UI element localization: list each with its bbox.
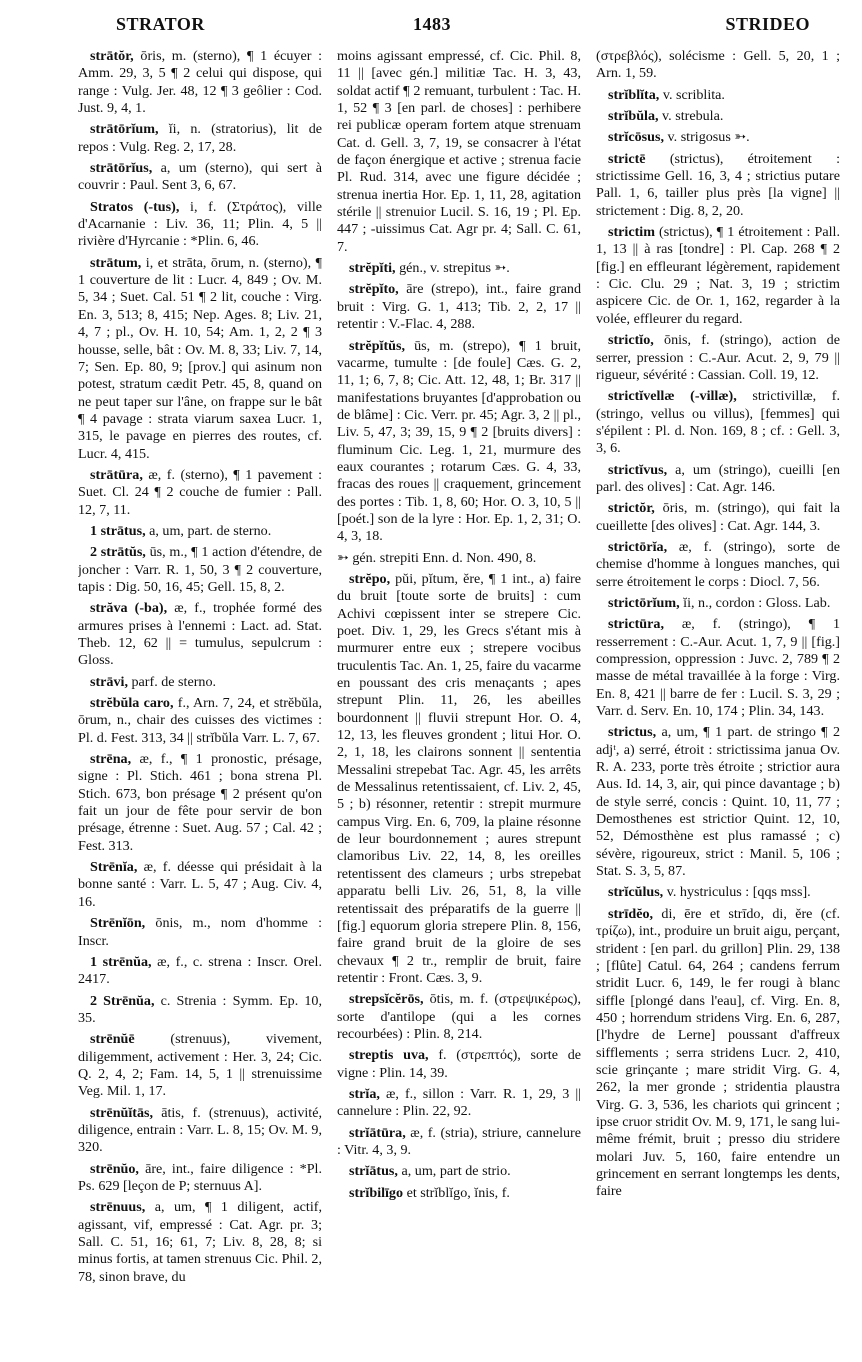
entry-definition: āre, int., faire diligence : *Pl. Ps. 629 [leçon de P; sternuus A]. (78, 1160, 322, 1194)
dictionary-entry (78, 1031, 322, 1100)
entry-definition: æ, f., trophée formé des armures prises à l'ennemi : Lact. ad. Stat. Theb. 12, 62 || = tumulus, sepulcrum : Gloss. (78, 600, 322, 669)
entry-headword: strictŏr, (608, 500, 655, 517)
entry-definition: gén., v. strepitus ➳. (399, 260, 510, 277)
entry-definition: æ, f., c. strena : Inscr. Orel. 2417. (78, 953, 322, 988)
entry-definition: moins agissant empressé, cf. Cic. Phil. 8, 11 || [avec gén.] militiæ Tac. H. 3, 43, soldat actif ¶ 2 remuant, turbulent : Tac. H. 1, 52 ¶ 3 [en parl. de choses] : perhibere rei publicæ operam fortem atque strenuam Cat. d. Gell. 3, 7, 19, se consacrer à l'état de façon énergique et active ; strenua facie Pl. Rud. 314, avec une figure décidée ; strenua inertia Hor. Ep. 1, 11, 28, agitation stérile || strenuior Lucil. S. 16, 19 ; Pl. Ep. 447 ; -uissimus Cat. Agr pr. 4; Sall. C. 61, 7. (337, 48, 581, 255)
entry-definition: ātis, f. (strenuus), activité, diligence, entrain : Varr. L. 8, 15; Ov. M. 9, 320. (78, 1104, 322, 1156)
entry-headword: strātum, (90, 254, 142, 271)
entry-headword: strictē (608, 150, 646, 167)
entry-headword: strātŏr, (90, 48, 134, 64)
entry-definition: ĭi, n. (stratorius), lit de repos : Vulg. Reg. 2, 17, 28. (78, 121, 322, 155)
dictionary-entry (337, 991, 581, 1043)
entry-headword: Strēnĭa, (90, 859, 138, 876)
dictionary-entry (596, 906, 840, 1201)
entry-definition: v. strigosus ➳. (667, 129, 750, 146)
entry-headword: strictim (608, 224, 655, 241)
entry-definition: et strĭblĭgo, ĭnis, f. (406, 1184, 510, 1201)
page-header (40, 14, 830, 44)
dictionary-entry (337, 1185, 581, 1202)
dictionary-entry (596, 462, 840, 497)
entry-headword: strātōrĭus, (90, 160, 153, 177)
entry-definition: (strictus), ¶ 1 étroitement : Pall. 1, 13 || à ras [tondre] : Pl. Cap. 268 ¶ 2 [fig.] en effleurant légèrement, rapidement : Cic. Clu. 29 ; Nat. 3, 19 ; strictim aspicere Cic. de Or. 1, 162, regarder à la volée, effleurer du regard. (596, 224, 840, 327)
entry-headword: strĭcōsus, (608, 129, 664, 146)
dictionary-entry (78, 1161, 322, 1196)
entry-definition: ōris, m. (stringo), qui fait la cueillette [des olives] : Cat. Agr. 144, 3. (596, 500, 840, 534)
entry-definition: æ, f. (stria), striure, cannelure : Vitr. 4, 3, 9. (337, 1124, 581, 1158)
column-2 (337, 48, 581, 1348)
entry-definition: (στρεβλός), solécisme : Gell. 5, 20, 1 ; Arn. 1, 59. (596, 48, 840, 82)
dictionary-entry (596, 724, 840, 880)
entry-headword: strictūra, (608, 616, 664, 633)
entry-headword: strīdĕo, (608, 905, 654, 922)
entry-definition: pŭi, pĭtum, ĕre, ¶ 1 int., a) faire du bruit [toute sorte de bruits] : cum Achivi cœpissent inter se strepere Cic. poet. Div. 1, 29, les Grecs s'étant mis à murmurer entre eux ; strepere vocibus truculentis Tac. An. 1, 25, faire du vacarme en poussant des cris menaçants ; apes strepunt Plin. 11, 26, les abeilles bourdonnent || fluvii strepunt Hor. O. 4, 12, 13, les fleuves grondent ; litui Hor. O. 2, 1, 18, les clairons sonnent || sententia Messalini strepebat Tac. Agr. 45, les arrêts de Messalinus retentissaient, cf. Liv. 2, 45, 5 ; b) résonner, retentir : strepit murmure campus Virg. En. 6, 709, la plaine résonne de leur bourdonnement ; aures strepunt clamoribus Liv. 22, 14, 8, les oreilles retentissent des clameurs ; urbs strepebat apparatu belli Liv. 26, 51, 8, la ville retentissait des préparatifs de la guerre || [fig.] equorum gloria strepere Plin. 8, 156, faire grand bruit de la gloire de ses chevaux ¶ 2 tr., remplir de bruit, faire retentir : Front. Cæs. 3, 9. (337, 570, 581, 986)
entry-headword: streptis uva, (349, 1047, 429, 1064)
entry-definition: ĭi, n., cordon : Gloss. Lab. (683, 594, 831, 611)
entry-headword: Stratos (-tus), (90, 198, 180, 215)
dictionary-entry (596, 332, 840, 384)
dictionary-entry (337, 550, 581, 567)
entry-definition: (strenuus), vivement, diligemment, activement : Her. 3, 24; Cic. Q. 2, 4, 2; Fam. 14, 5, 1 || strenuissime Veg. Mil. 1, 17. (78, 1031, 322, 1100)
dictionary-entry (78, 544, 322, 596)
dictionary-entry (78, 695, 322, 747)
entry-headword: strĭātūra, (349, 1124, 406, 1141)
entry-definition: a, um, part de strio. (401, 1163, 511, 1180)
entry-headword: strĭbŭla, (608, 108, 659, 125)
entry-definition: i, f. (Στράτος), ville d'Acarnanie : Liv. 36, 11; Plin. 4, 5 || rivière d'Hyrcanie : *Plin. 6, 46. (78, 198, 322, 250)
entry-headword: strictus, (608, 724, 657, 741)
entry-definition: di, ēre et strīdo, di, ĕre (cf. τρίζω), int., produire un bruit aigu, perçant, strident : [en parl. du grillon] Plin. 29, 138 ; [flûte] Catul. 64, 264 ; candens ferrum stridit Lucr. 6, 149, le fer rougi à blanc siffle [plongé dans l'eau], cf. Virg. En. 8, 450 ; horrendum stridens Virg. En. 6, 287, [l'hydre de Lerne] poussant d'affreux sifflements ; serra stridens Lucr. 2, 410, scie grinçante ; mare stridit Virg. G. 4, 262, la mer gronde ; stridentia plaustra Virg. G. 3, 536, les chariots qui grincent ; ipse cruor stridit Ov. M. 9, 171, le sang lui-même frémit, bruit ; presso diu stridere molari Juv. 5, 160, faire entendre un grincement en serrant longtemps les dents, faire (596, 905, 840, 1200)
entry-headword: strēnŭo, (90, 1160, 139, 1177)
dictionary-entry (337, 1125, 581, 1160)
entry-headword: străva (-ba), (90, 600, 168, 617)
entry-definition: c. Strenia : Symm. Ep. 10, 35. (78, 992, 322, 1026)
dictionary-entry (78, 859, 322, 911)
dictionary-entry (78, 467, 322, 519)
entry-headword: strēna, (90, 751, 132, 768)
dictionary-entry (78, 121, 322, 156)
entry-definition: a, um, part. de sterno. (149, 522, 272, 539)
entry-headword: strĕpĭti, (349, 260, 396, 277)
entry-headword: strictĭvellæ (-villæ), (608, 388, 737, 405)
entry-headword: strĕbŭla caro, (90, 695, 174, 712)
column-1 (78, 48, 322, 1348)
entry-headword: strepsĭcĕrōs, (349, 991, 424, 1008)
entry-definition: i, et strāta, ōrum, n. (sterno), ¶ 1 couverture de lit : Lucr. 4, 849 ; Ov. M. 5, 34 ; Suet. Cal. 51 ¶ 2 lit, couche : Virg. En. 3, 513; 8, 415; Nep. Ages. 8; Liv. 21, 4, 7 ; pl., Ov. H. 10, 54; Am. 1, 2, 2 ¶ 3 housse, selle, bât : Ov. M. 8, 33; Liv. 7, 14, 7; Sen. Ep. 80, 9; [prov.] qui asinum non potest, stratum cædit Petr. 45, 8, quand on ne peut taper sur l'âne, on frappe sur le bât ¶ 4 pavage : strata viarum saxea Lucr. 1, 315, le pavage en pierres des routes, cf. Lucr. 4, 415. (78, 254, 322, 462)
column-3 (596, 48, 840, 1348)
entry-definition: ōnis, f. (stringo), action de serrer, pression : C.-Aur. Acut. 2, 9, 79 || rigueur, sévérité : Cassian. Coll. 19, 12. (596, 332, 840, 383)
entry-headword: 1 strēnŭa, (90, 953, 152, 970)
dictionary-entry (78, 523, 322, 540)
entry-definition: ūs, m., ¶ 1 action d'étendre, de joncher : Varr. R. 1, 50, 3 ¶ 2 couverture, tapis : Dig. 50, 16, 45; Gell. 15, 8, 2. (78, 544, 322, 595)
entry-headword: strĕpĭto, (349, 281, 399, 298)
dictionary-entry (596, 48, 840, 83)
entry-definition: a, um, ¶ 1 part. de stringo ¶ 2 adjᵗ, a) serré, étroit : strictissima janua Ov. R. A. 233, porte très étroite ; strictior aura Aus. Id. 14, 3, air, qui pince davantage ; b) de style serré, concis : Quint. 10, 11, 77 ; Demosthenes est strictior Quint. 12, 10, 52, Démosthène est plus ramassé ; c) sévère, rigoureux, strict : Manil. 5, 106 ; Stat. S. 3, 5, 87. (596, 724, 840, 880)
entry-definition: ūs, m. (strepo), ¶ 1 bruit, vacarme, tumulte : [de foule] Cæs. G. 2, 11, 1; 6, 7, 8; Cic. Att. 12, 48, 1; Br. 317 || manifestations bruyantes [d'approbation ou de blâme] : Cic. Verr. pr. 45; Agr. 3, 2 || pl., Liv. 5, 47, 3; 39, 15, 9 ¶ 2 [bruits divers] : fluminum Cic. Leg. 1, 21, murmure des eaux courantes ; rotarum Cæs. G. 4, 33, fracas des roues || craquement, grincement des portes : Tib. 1, 8, 60; Hor. O. 3, 10, 5 || [poét.] son de la lyre : Hor. Ep. 1, 2, 31; O. 4, 3, 18. (337, 337, 581, 545)
entry-definition: æ, f., sillon : Varr. R. 1, 29, 3 || cannelure : Plin. 22, 92. (337, 1085, 581, 1120)
entry-definition: ōris, m. (sterno), ¶ 1 écuyer : Amm. 29, 3, 5 ¶ 2 celui qui dispose, qui range : Vulg. Jer. 48, 12 ¶ 3 geôlier : Cod. Just. 9, 4, 1. (78, 48, 322, 117)
dictionary-entry (337, 1163, 581, 1180)
dictionary-entry (596, 884, 840, 901)
dictionary-entry (78, 160, 322, 195)
entry-definition: ōnis, m., nom d'homme : Inscr. (78, 915, 322, 949)
dictionary-entry (337, 260, 581, 277)
entry-headword: strĭbilīgo (349, 1184, 404, 1201)
entry-headword: 2 strātŭs, (90, 544, 146, 561)
entry-definition: a, um, ¶ 1 diligent, actif, agissant, vif, empressé : Cat. Agr. pr. 3; Sall. C. 51, 16; 61, 7; Liv. 8, 28, 8; si minus fortis, at tamen strenuus Cic. Phil. 2, 78, sinon brave, du (78, 1199, 322, 1285)
entry-definition: ➳ gén. strepiti Enn. d. Non. 490, 8. (337, 549, 537, 566)
entry-definition: strictivillæ, f. (stringo, vellus ou villus), [femmes] qui s'épilent : Pl. d. Non. 169, 8 ; cf. : Gell. 3, 3, 6. (596, 388, 840, 457)
entry-definition: parf. de sterno. (131, 673, 217, 690)
dictionary-entry (337, 48, 581, 256)
entry-definition: æ, f. (stringo), ¶ 1 resserrement : C.-Aur. Acut. 1, 7, 9 || [fig.] compression, oppression : Juvc. 2, 789 ¶ 2 masse de métal travaillée à la forge : Virg. En. 8, 421 || barre de fer : Lucil. S. 3, 29 ; Varr. d. Serv. En. 10, 174 ; Plin. 34, 143. (596, 616, 840, 720)
dictionary-entry (78, 751, 322, 855)
dictionary-entry (596, 616, 840, 720)
entry-definition: v. strebula. (662, 108, 724, 125)
dictionary-entry (78, 993, 322, 1028)
dictionary-entry (78, 48, 322, 117)
running-head-left: STRATOR (116, 14, 205, 34)
dictionary-entry (337, 281, 581, 333)
entry-headword: Strēnĭōn, (90, 915, 146, 932)
page-number: 1483 (413, 14, 451, 34)
dictionary-entry (78, 1199, 322, 1286)
dictionary-entry (596, 151, 840, 220)
dictionary-entry (596, 388, 840, 457)
entry-definition: āre (strepo), int., faire grand bruit : Virg. G. 1, 413; Tib. 2, 2, 17 || retentir : V.-Flac. 4, 288. (337, 281, 581, 333)
dictionary-entry (596, 129, 840, 146)
entry-headword: strĭcŭlus, (608, 884, 664, 901)
entry-headword: strĭātus, (349, 1163, 398, 1180)
dictionary-entry (78, 600, 322, 669)
entry-definition: f., Arn. 7, 24, et strĕbŭla, ōrum, n., chair des cuisses des victimes : Pl. d. Fest. 313, 34 || strĭbŭla Varr. L. 7, 67. (78, 695, 322, 746)
dictionary-entry (78, 255, 322, 463)
entry-definition: æ, f. (stringo), sorte de chemise d'homme à longues manches, qui serre étroitement le corps : Diocl. 7, 56. (596, 538, 840, 590)
entry-headword: strātōrĭum, (90, 121, 159, 138)
dictionary-columns (78, 48, 838, 1348)
entry-definition: v. scriblita. (662, 86, 725, 103)
dictionary-entry (78, 954, 322, 989)
dictionary-entry (596, 108, 840, 125)
entry-definition: ōtis, m. f. (στρεψικέρως), sorte d'antilope (qui a les cornes recourbées) : Plin. 8, 214. (337, 991, 581, 1042)
entry-definition: (strictus), étroitement : strictissime Gell. 16, 3, 4 ; strictius putare Pall. 1, 6, tailler plus près [la vigne] || strictement : Dig. 8, 2, 20. (596, 150, 840, 219)
entry-headword: strĕpo, (349, 570, 391, 587)
entry-headword: 1 strātus, (90, 522, 146, 539)
dictionary-entry (337, 1047, 581, 1082)
entry-definition: æ, f. (sterno), ¶ 1 pavement : Suet. Cl. 24 ¶ 2 couche de fumier : Pall. 12, 7, 11. (78, 466, 322, 518)
entry-headword: strēnŭĭtās, (90, 1104, 154, 1121)
dictionary-entry (596, 500, 840, 535)
entry-headword: strēnŭē (90, 1031, 135, 1048)
entry-headword: strictĭvus, (608, 461, 668, 478)
dictionary-entry (337, 338, 581, 546)
entry-headword: strēnuus, (90, 1199, 146, 1216)
entry-definition: a, um (stringo), cueilli [en parl. des olives] : Cat. Agr. 146. (596, 461, 840, 495)
entry-headword: strātūra, (90, 466, 143, 483)
entry-headword: strĭa, (349, 1085, 380, 1102)
dictionary-entry (337, 571, 581, 987)
running-head-right: STRIDEO (725, 14, 810, 34)
entry-definition: æ, f. déesse qui présidait à la bonne santé : Varr. L. 5, 47 ; Aug. Civ. 4, 16. (78, 859, 322, 910)
entry-headword: strictōrĭa, (608, 538, 668, 555)
dictionary-entry (78, 915, 322, 950)
entry-headword: strĭblĭta, (608, 86, 660, 103)
dictionary-entry (337, 1086, 581, 1121)
entry-definition: a, um (sterno), qui sert à couvrir : Paul. Sent 3, 6, 67. (78, 160, 322, 194)
entry-headword: strictōrĭum, (608, 594, 680, 611)
entry-headword: strictĭo, (608, 332, 654, 349)
dictionary-entry (596, 595, 840, 612)
dictionary-entry (78, 1105, 322, 1157)
entry-headword: 2 Strēnŭa, (90, 992, 155, 1009)
dictionary-entry (78, 674, 322, 691)
entry-definition: v. hystriculus : [qqs mss]. (666, 884, 811, 901)
dictionary-entry (596, 224, 840, 328)
entry-headword: strāvi, (90, 673, 128, 690)
dictionary-entry (596, 87, 840, 104)
entry-definition: æ, f., ¶ 1 pronostic, présage, signe : Pl. Stich. 461 ; bona strena Pl. Stich. 673, bon présage ¶ 2 présent qu'on fait un jour de fête pour servir de bon présage, étrenne : Suet. Aug. 57 ; Cal. 42 ; Fest. 313. (78, 751, 322, 854)
dictionary-entry (596, 539, 840, 591)
entry-definition: f. (στρεπτός), sorte de vigne : Plin. 14, 39. (337, 1047, 581, 1081)
dictionary-entry (78, 199, 322, 251)
entry-headword: strĕpĭtŭs, (349, 337, 405, 354)
